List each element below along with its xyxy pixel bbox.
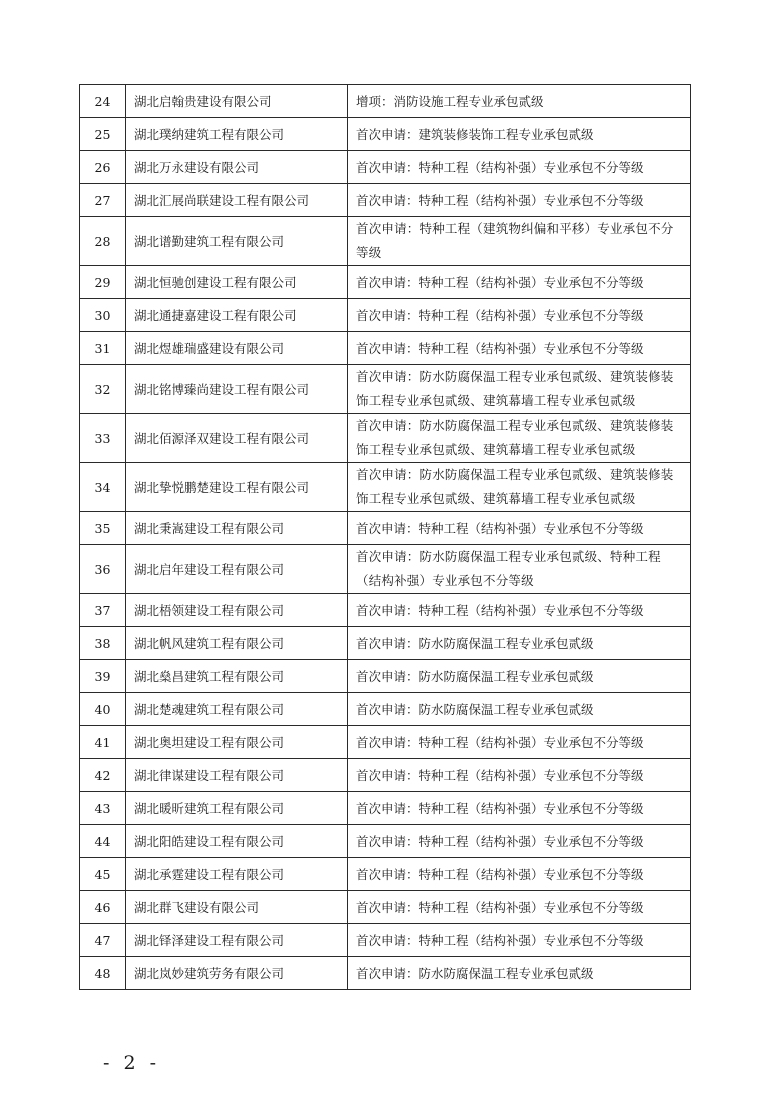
row-number: 31 [80,332,126,365]
table-row [80,414,691,463]
qualification-description: 首次申请：特种工程（结构补强）专业承包不分等级 [348,792,691,825]
qualification-description: 首次申请：防水防腐保温工程专业承包贰级 [348,693,691,726]
company-name: 湖北挚悦鹏楚建设工程有限公司 [126,463,348,512]
qualification-description: 首次申请：防水防腐保温工程专业承包贰级 [348,627,691,660]
company-name: 湖北奥坦建设工程有限公司 [126,726,348,759]
table-row [80,957,691,990]
table-row [80,332,691,365]
qualification-description: 首次申请：特种工程（结构补强）专业承包不分等级 [348,825,691,858]
qualification-description: 首次申请：特种工程（结构补强）专业承包不分等级 [348,759,691,792]
page-number: - 2 - [103,1052,161,1074]
row-number: 26 [80,151,126,184]
row-number: 44 [80,825,126,858]
company-name: 湖北帆风建筑工程有限公司 [126,627,348,660]
table-row [80,759,691,792]
company-name: 湖北铭博臻尚建设工程有限公司 [126,365,348,414]
row-number: 48 [80,957,126,990]
company-name: 湖北铎泽建设工程有限公司 [126,924,348,957]
qualification-description: 首次申请：特种工程（结构补强）专业承包不分等级 [348,299,691,332]
row-number: 41 [80,726,126,759]
table-row [80,85,691,118]
company-name: 湖北梧领建设工程有限公司 [126,594,348,627]
table-row [80,594,691,627]
company-name: 湖北璞纳建筑工程有限公司 [126,118,348,151]
qualification-description: 首次申请：建筑装修装饰工程专业承包贰级 [348,118,691,151]
row-number: 47 [80,924,126,957]
table-row [80,184,691,217]
company-name: 湖北律谋建设工程有限公司 [126,759,348,792]
company-name: 湖北暖昕建筑工程有限公司 [126,792,348,825]
company-name: 湖北岚妙建筑劳务有限公司 [126,957,348,990]
qualification-description: 增项：消防设施工程专业承包贰级 [348,85,691,118]
table-row [80,118,691,151]
row-number: 34 [80,463,126,512]
qualification-description: 首次申请：防水防腐保温工程专业承包贰级 [348,660,691,693]
company-name: 湖北汇展尚联建设工程有限公司 [126,184,348,217]
table-row [80,217,691,266]
qualification-description: 首次申请：防水防腐保温工程专业承包贰级 [348,957,691,990]
table-row [80,858,691,891]
table-row [80,299,691,332]
row-number: 43 [80,792,126,825]
qualification-description: 首次申请：特种工程（结构补强）专业承包不分等级 [348,924,691,957]
company-name: 湖北谱勤建筑工程有限公司 [126,217,348,266]
row-number: 37 [80,594,126,627]
qualification-description: 首次申请：特种工程（结构补强）专业承包不分等级 [348,266,691,299]
row-number: 38 [80,627,126,660]
company-name: 湖北燊昌建筑工程有限公司 [126,660,348,693]
table-row [80,693,691,726]
row-number: 25 [80,118,126,151]
row-number: 35 [80,512,126,545]
table-row [80,726,691,759]
company-name: 湖北承霆建设工程有限公司 [126,858,348,891]
table-row [80,512,691,545]
table-row [80,365,691,414]
table-row [80,924,691,957]
row-number: 42 [80,759,126,792]
company-name: 湖北楚魂建筑工程有限公司 [126,693,348,726]
table-row [80,825,691,858]
table-row [80,792,691,825]
row-number: 46 [80,891,126,924]
row-number: 45 [80,858,126,891]
row-number: 29 [80,266,126,299]
row-number: 32 [80,365,126,414]
company-name: 湖北煜雄瑞盛建设有限公司 [126,332,348,365]
qualification-description: 首次申请：防水防腐保温工程专业承包贰级、建筑装修装饰工程专业承包贰级、建筑幕墙工程专业承包贰级 [348,365,691,414]
qualification-description: 首次申请：特种工程（结构补强）专业承包不分等级 [348,512,691,545]
table-row [80,545,691,594]
company-name: 湖北阳皓建设工程有限公司 [126,825,348,858]
row-number: 27 [80,184,126,217]
company-name: 湖北通捷嘉建设工程有限公司 [126,299,348,332]
row-number: 30 [80,299,126,332]
company-name: 湖北启年建设工程有限公司 [126,545,348,594]
qualification-description: 首次申请：特种工程（结构补强）专业承包不分等级 [348,332,691,365]
company-name: 湖北恒驰创建设工程有限公司 [126,266,348,299]
qualification-description: 首次申请：特种工程（建筑物纠偏和平移）专业承包不分等级 [348,217,691,266]
row-number: 24 [80,85,126,118]
row-number: 40 [80,693,126,726]
qualification-description: 首次申请：特种工程（结构补强）专业承包不分等级 [348,184,691,217]
qualification-description: 首次申请：防水防腐保温工程专业承包贰级、建筑装修装饰工程专业承包贰级、建筑幕墙工程专业承包贰级 [348,414,691,463]
table-row [80,463,691,512]
qualification-description: 首次申请：特种工程（结构补强）专业承包不分等级 [348,726,691,759]
company-name: 湖北万永建设有限公司 [126,151,348,184]
qualification-description: 首次申请：防水防腐保温工程专业承包贰级、特种工程（结构补强）专业承包不分等级 [348,545,691,594]
row-number: 33 [80,414,126,463]
row-number: 39 [80,660,126,693]
table-row [80,660,691,693]
qualification-description: 首次申请：特种工程（结构补强）专业承包不分等级 [348,151,691,184]
company-name: 湖北群飞建设有限公司 [126,891,348,924]
table-row [80,891,691,924]
qualification-table [79,84,691,990]
qualification-description: 首次申请：特种工程（结构补强）专业承包不分等级 [348,858,691,891]
row-number: 28 [80,217,126,266]
qualification-description: 首次申请：特种工程（结构补强）专业承包不分等级 [348,891,691,924]
row-number: 36 [80,545,126,594]
company-name: 湖北启翰贵建设有限公司 [126,85,348,118]
table-row [80,627,691,660]
table-row [80,151,691,184]
company-name: 湖北秉嵩建设工程有限公司 [126,512,348,545]
company-name: 湖北佰源泽双建设工程有限公司 [126,414,348,463]
qualification-description: 首次申请：防水防腐保温工程专业承包贰级、建筑装修装饰工程专业承包贰级、建筑幕墙工程专业承包贰级 [348,463,691,512]
table-row [80,266,691,299]
qualification-description: 首次申请：特种工程（结构补强）专业承包不分等级 [348,594,691,627]
